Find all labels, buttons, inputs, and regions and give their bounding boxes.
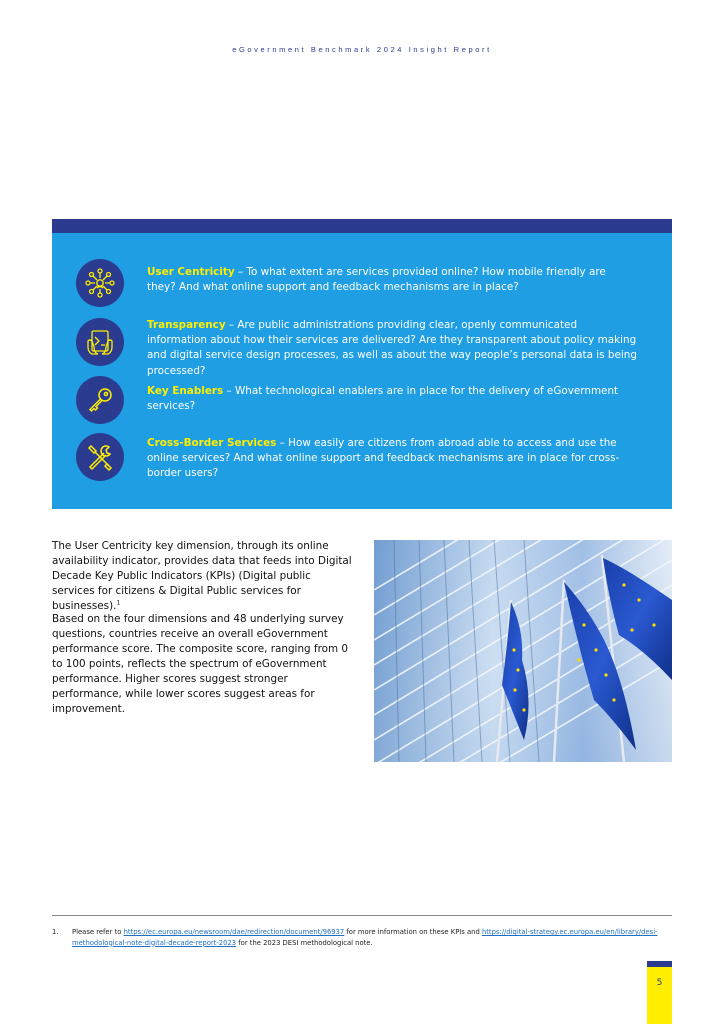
eu-flags-photo: [374, 540, 672, 762]
people-network-icon: [76, 259, 124, 307]
dimension-title: Key Enablers: [147, 385, 224, 397]
paragraph-text: The User Centricity key dimension, through its online availability indicator, provides data that feeds into Digital Decade Key Public Indicators (KPIs) (Digital public services for citizens & Digital Public services for businesses).: [52, 540, 352, 612]
dimension-text: [147, 384, 637, 414]
footnote-text-after: for the 2023 DESI methodological note.: [236, 938, 373, 947]
footnote-number: 1.: [52, 928, 59, 936]
footnote-text-middle: for more information on these KPIs and: [344, 928, 482, 936]
dimension-description: – To what extent are services provided online? How mobile friendly are they? And what online support and feedback mechanisms are in place?: [147, 266, 606, 294]
dimension-text: [147, 436, 637, 482]
dimension-title: Cross-Border Services: [147, 437, 277, 449]
footnote-text-before: Please refer to: [72, 928, 124, 936]
box-top-stripe: [52, 219, 672, 233]
page-tab-stripe: [647, 961, 672, 967]
tools-icon: [76, 433, 124, 481]
dimension-description: – How easily are citizens from abroad able to access and use the online services? And what online support and feedback mechanisms are in place for cross-border users?: [147, 437, 620, 480]
running-header: eGovernment Benchmark 2024 Insight Report: [232, 45, 492, 54]
footnote-reference[interactable]: 1: [116, 599, 121, 607]
dimensions-box: [52, 219, 672, 509]
dimension-text: [147, 318, 637, 379]
footnote-divider: [52, 915, 672, 916]
footnote-1: [52, 927, 672, 948]
body-paragraph-2: Based on the four dimensions and 48 underlying survey questions, countries receive an overall eGovernment performance score. The composite score, ranging from 0 to 100 points, reflects the spectrum of eGovernment performance. Higher scores suggest stronger performance, while lower scores suggest areas for improvement.: [52, 613, 349, 715]
dimension-text: [147, 265, 637, 295]
footnote-link-kpis[interactable]: https://ec.europa.eu/newsroom/dae/redirection/document/96937: [123, 928, 345, 936]
page-number: 5: [656, 978, 663, 988]
dimension-description: – Are public administrations providing clear, openly communicated information about how their services are delivered? Are they transparent about policy making and digital service design processes, as well as about the way people’s personal data is being processed?: [147, 319, 637, 377]
hands-tablet-icon: [76, 318, 124, 366]
dimension-title: Transparency: [147, 319, 226, 331]
footnote-link-desi-note[interactable]: https://digital-strategy.ec.europa.eu/en/library/desi-methodological-note-digital-decade-report-2023: [72, 928, 658, 947]
page-number-tab: [647, 961, 672, 1024]
key-icon: [76, 376, 124, 424]
body-paragraph-1: [52, 539, 352, 614]
dimension-title: User Centricity: [147, 266, 235, 278]
footnote-text: [72, 927, 672, 948]
dimension-description: – What technological enablers are in place for the delivery of eGovernment services?: [147, 385, 619, 413]
